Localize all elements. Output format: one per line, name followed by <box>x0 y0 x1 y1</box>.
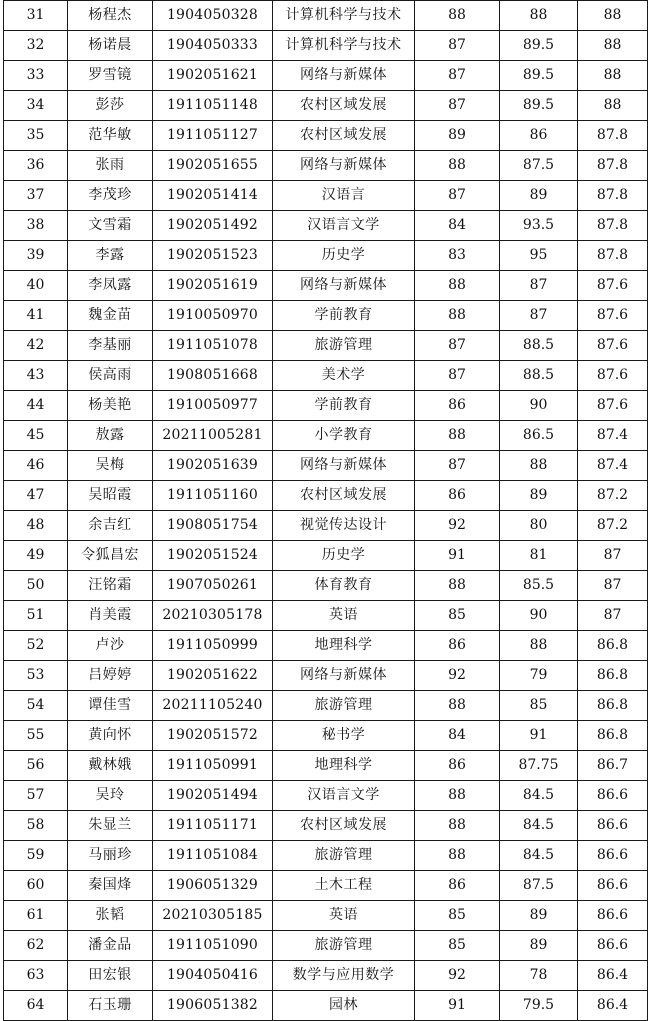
student-name-cell: 文雪霜 <box>68 211 153 241</box>
row-number-cell: 35 <box>4 121 68 151</box>
major-cell: 体育教育 <box>273 571 415 601</box>
score-2-cell: 88 <box>500 631 578 661</box>
score-1-cell: 88 <box>415 1 500 31</box>
student-id-cell: 1911051084 <box>153 841 273 871</box>
score-1-cell: 88 <box>415 151 500 181</box>
student-id-cell: 1906051382 <box>153 991 273 1021</box>
score-2-cell: 84.5 <box>500 811 578 841</box>
score-1-cell: 88 <box>415 841 500 871</box>
score-1-cell: 85 <box>415 901 500 931</box>
table-row <box>4 661 648 691</box>
student-name-cell: 汪铭霜 <box>68 571 153 601</box>
student-name-cell: 卢沙 <box>68 631 153 661</box>
row-number-cell: 38 <box>4 211 68 241</box>
score-2-cell: 95 <box>500 241 578 271</box>
row-number-cell: 55 <box>4 721 68 751</box>
row-number-cell: 63 <box>4 961 68 991</box>
major-cell: 汉语言文学 <box>273 781 415 811</box>
score-2-cell: 89 <box>500 931 578 961</box>
score-2-cell: 86.5 <box>500 421 578 451</box>
total-score-cell: 87.4 <box>578 451 648 481</box>
score-2-cell: 89 <box>500 901 578 931</box>
score-1-cell: 92 <box>415 661 500 691</box>
total-score-cell: 86.6 <box>578 901 648 931</box>
row-number-cell: 64 <box>4 991 68 1021</box>
score-1-cell: 86 <box>415 751 500 781</box>
major-cell: 美术学 <box>273 361 415 391</box>
major-cell: 园林 <box>273 991 415 1021</box>
total-score-cell: 87.8 <box>578 151 648 181</box>
student-id-cell: 1902051523 <box>153 241 273 271</box>
score-1-cell: 87 <box>415 361 500 391</box>
student-id-cell: 20210305185 <box>153 901 273 931</box>
student-id-cell: 1911050991 <box>153 751 273 781</box>
score-2-cell: 90 <box>500 601 578 631</box>
score-1-cell: 88 <box>415 421 500 451</box>
row-number-cell: 37 <box>4 181 68 211</box>
total-score-cell: 86.4 <box>578 991 648 1021</box>
student-id-cell: 1902051524 <box>153 541 273 571</box>
student-id-cell: 1908051754 <box>153 511 273 541</box>
total-score-cell: 86.6 <box>578 811 648 841</box>
table-row <box>4 721 648 751</box>
row-number-cell: 49 <box>4 541 68 571</box>
row-number-cell: 33 <box>4 61 68 91</box>
student-name-cell: 令狐昌宏 <box>68 541 153 571</box>
student-id-cell: 1902051414 <box>153 181 273 211</box>
student-name-cell: 谭佳雪 <box>68 691 153 721</box>
student-name-cell: 秦国烽 <box>68 871 153 901</box>
student-id-cell: 1904050333 <box>153 31 273 61</box>
table-row <box>4 421 648 451</box>
score-1-cell: 87 <box>415 331 500 361</box>
total-score-cell: 88 <box>578 1 648 31</box>
score-1-cell: 86 <box>415 391 500 421</box>
student-id-cell: 1906051329 <box>153 871 273 901</box>
score-2-cell: 87.5 <box>500 871 578 901</box>
total-score-cell: 87.8 <box>578 121 648 151</box>
table-row <box>4 331 648 361</box>
score-2-cell: 88 <box>500 451 578 481</box>
row-number-cell: 44 <box>4 391 68 421</box>
student-name-cell: 李凤露 <box>68 271 153 301</box>
row-number-cell: 39 <box>4 241 68 271</box>
student-name-cell: 李茂珍 <box>68 181 153 211</box>
student-name-cell: 张韬 <box>68 901 153 931</box>
total-score-cell: 87.6 <box>578 301 648 331</box>
major-cell: 旅游管理 <box>273 931 415 961</box>
student-name-cell: 戴林娥 <box>68 751 153 781</box>
major-cell: 网络与新媒体 <box>273 61 415 91</box>
row-number-cell: 48 <box>4 511 68 541</box>
score-1-cell: 87 <box>415 91 500 121</box>
table-row <box>4 751 648 781</box>
student-name-cell: 范华敏 <box>68 121 153 151</box>
row-number-cell: 53 <box>4 661 68 691</box>
student-name-cell: 马丽珍 <box>68 841 153 871</box>
row-number-cell: 51 <box>4 601 68 631</box>
table-row <box>4 811 648 841</box>
score-2-cell: 80 <box>500 511 578 541</box>
student-name-cell: 李基丽 <box>68 331 153 361</box>
score-1-cell: 87 <box>415 31 500 61</box>
major-cell: 土木工程 <box>273 871 415 901</box>
student-id-cell: 1908051668 <box>153 361 273 391</box>
student-name-cell: 杨美艳 <box>68 391 153 421</box>
score-1-cell: 87 <box>415 181 500 211</box>
table-row <box>4 1 648 31</box>
row-number-cell: 50 <box>4 571 68 601</box>
row-number-cell: 36 <box>4 151 68 181</box>
score-2-cell: 85 <box>500 691 578 721</box>
major-cell: 农村区域发展 <box>273 811 415 841</box>
student-id-cell: 1911051160 <box>153 481 273 511</box>
student-id-cell: 20210305178 <box>153 601 273 631</box>
student-name-cell: 侯高雨 <box>68 361 153 391</box>
total-score-cell: 88 <box>578 61 648 91</box>
student-id-cell: 1911050999 <box>153 631 273 661</box>
student-id-cell: 1911051078 <box>153 331 273 361</box>
score-2-cell: 79.5 <box>500 991 578 1021</box>
score-1-cell: 85 <box>415 931 500 961</box>
major-cell: 历史学 <box>273 541 415 571</box>
row-number-cell: 58 <box>4 811 68 841</box>
major-cell: 网络与新媒体 <box>273 661 415 691</box>
score-2-cell: 78 <box>500 961 578 991</box>
score-1-cell: 89 <box>415 121 500 151</box>
student-name-cell: 吕婷婷 <box>68 661 153 691</box>
total-score-cell: 87.6 <box>578 361 648 391</box>
student-name-cell: 余吉红 <box>68 511 153 541</box>
total-score-cell: 87.6 <box>578 331 648 361</box>
total-score-cell: 87.8 <box>578 181 648 211</box>
major-cell: 旅游管理 <box>273 331 415 361</box>
table-row <box>4 901 648 931</box>
student-name-cell: 田宏银 <box>68 961 153 991</box>
score-2-cell: 87 <box>500 301 578 331</box>
total-score-cell: 86.8 <box>578 691 648 721</box>
score-2-cell: 84.5 <box>500 781 578 811</box>
table-row <box>4 301 648 331</box>
row-number-cell: 40 <box>4 271 68 301</box>
student-name-cell: 吴玲 <box>68 781 153 811</box>
total-score-cell: 86.8 <box>578 721 648 751</box>
major-cell: 农村区域发展 <box>273 121 415 151</box>
table-row <box>4 361 648 391</box>
score-2-cell: 89 <box>500 181 578 211</box>
major-cell: 农村区域发展 <box>273 481 415 511</box>
score-1-cell: 84 <box>415 721 500 751</box>
score-1-cell: 88 <box>415 571 500 601</box>
score-2-cell: 79 <box>500 661 578 691</box>
major-cell: 历史学 <box>273 241 415 271</box>
major-cell: 计算机科学与技术 <box>273 1 415 31</box>
total-score-cell: 87 <box>578 571 648 601</box>
major-cell: 网络与新媒体 <box>273 451 415 481</box>
score-2-cell: 88.5 <box>500 361 578 391</box>
student-id-cell: 1902051622 <box>153 661 273 691</box>
total-score-cell: 87.8 <box>578 241 648 271</box>
score-1-cell: 88 <box>415 271 500 301</box>
student-name-cell: 肖美霞 <box>68 601 153 631</box>
row-number-cell: 59 <box>4 841 68 871</box>
student-name-cell: 石玉珊 <box>68 991 153 1021</box>
table-row <box>4 91 648 121</box>
score-1-cell: 92 <box>415 961 500 991</box>
row-number-cell: 45 <box>4 421 68 451</box>
total-score-cell: 87.2 <box>578 511 648 541</box>
table-row <box>4 631 648 661</box>
student-id-cell: 1902051494 <box>153 781 273 811</box>
table-row <box>4 481 648 511</box>
table-row <box>4 571 648 601</box>
score-2-cell: 85.5 <box>500 571 578 601</box>
table-row <box>4 991 648 1021</box>
row-number-cell: 56 <box>4 751 68 781</box>
table-row <box>4 61 648 91</box>
student-name-cell: 杨诺晨 <box>68 31 153 61</box>
score-2-cell: 89.5 <box>500 61 578 91</box>
total-score-cell: 86.7 <box>578 751 648 781</box>
score-1-cell: 86 <box>415 631 500 661</box>
student-id-cell: 1911051127 <box>153 121 273 151</box>
row-number-cell: 57 <box>4 781 68 811</box>
table-row <box>4 601 648 631</box>
score-table-body <box>4 1 648 1021</box>
table-row <box>4 31 648 61</box>
student-name-cell: 黄向怀 <box>68 721 153 751</box>
student-name-cell: 杨程杰 <box>68 1 153 31</box>
student-name-cell: 吴昭霞 <box>68 481 153 511</box>
table-row <box>4 451 648 481</box>
student-name-cell: 彭莎 <box>68 91 153 121</box>
row-number-cell: 41 <box>4 301 68 331</box>
table-row <box>4 511 648 541</box>
table-row <box>4 931 648 961</box>
student-name-cell: 敖露 <box>68 421 153 451</box>
major-cell: 旅游管理 <box>273 691 415 721</box>
total-score-cell: 87.6 <box>578 271 648 301</box>
total-score-cell: 87 <box>578 541 648 571</box>
score-table <box>3 0 648 1021</box>
score-2-cell: 88 <box>500 1 578 31</box>
row-number-cell: 32 <box>4 31 68 61</box>
total-score-cell: 87.6 <box>578 391 648 421</box>
score-1-cell: 91 <box>415 541 500 571</box>
row-number-cell: 54 <box>4 691 68 721</box>
total-score-cell: 86.6 <box>578 931 648 961</box>
row-number-cell: 52 <box>4 631 68 661</box>
major-cell: 地理科学 <box>273 751 415 781</box>
student-id-cell: 20211105240 <box>153 691 273 721</box>
student-id-cell: 20211005281 <box>153 421 273 451</box>
row-number-cell: 62 <box>4 931 68 961</box>
total-score-cell: 88 <box>578 31 648 61</box>
score-1-cell: 88 <box>415 691 500 721</box>
student-name-cell: 张雨 <box>68 151 153 181</box>
score-2-cell: 89 <box>500 481 578 511</box>
major-cell: 汉语言 <box>273 181 415 211</box>
table-row <box>4 181 648 211</box>
student-name-cell: 朱显兰 <box>68 811 153 841</box>
student-id-cell: 1904050328 <box>153 1 273 31</box>
major-cell: 地理科学 <box>273 631 415 661</box>
table-row <box>4 151 648 181</box>
table-row <box>4 391 648 421</box>
student-id-cell: 1911051090 <box>153 931 273 961</box>
score-1-cell: 92 <box>415 511 500 541</box>
table-row <box>4 541 648 571</box>
table-row <box>4 241 648 271</box>
score-2-cell: 86 <box>500 121 578 151</box>
row-number-cell: 46 <box>4 451 68 481</box>
table-row <box>4 871 648 901</box>
table-row <box>4 841 648 871</box>
student-name-cell: 李露 <box>68 241 153 271</box>
student-id-cell: 1904050416 <box>153 961 273 991</box>
student-name-cell: 吴梅 <box>68 451 153 481</box>
total-score-cell: 87.4 <box>578 421 648 451</box>
score-2-cell: 90 <box>500 391 578 421</box>
score-2-cell: 81 <box>500 541 578 571</box>
major-cell: 数学与应用数学 <box>273 961 415 991</box>
student-id-cell: 1902051572 <box>153 721 273 751</box>
major-cell: 视觉传达设计 <box>273 511 415 541</box>
table-row <box>4 121 648 151</box>
score-1-cell: 86 <box>415 871 500 901</box>
row-number-cell: 43 <box>4 361 68 391</box>
score-1-cell: 88 <box>415 781 500 811</box>
student-id-cell: 1910050977 <box>153 391 273 421</box>
student-id-cell: 1902051492 <box>153 211 273 241</box>
score-1-cell: 83 <box>415 241 500 271</box>
score-2-cell: 88.5 <box>500 331 578 361</box>
major-cell: 英语 <box>273 601 415 631</box>
score-1-cell: 85 <box>415 601 500 631</box>
table-row <box>4 211 648 241</box>
total-score-cell: 87.8 <box>578 211 648 241</box>
row-number-cell: 31 <box>4 1 68 31</box>
student-id-cell: 1911051148 <box>153 91 273 121</box>
score-1-cell: 87 <box>415 61 500 91</box>
score-2-cell: 87.5 <box>500 151 578 181</box>
score-1-cell: 88 <box>415 301 500 331</box>
major-cell: 农村区域发展 <box>273 91 415 121</box>
total-score-cell: 86.4 <box>578 961 648 991</box>
major-cell: 英语 <box>273 901 415 931</box>
major-cell: 网络与新媒体 <box>273 151 415 181</box>
major-cell: 计算机科学与技术 <box>273 31 415 61</box>
student-id-cell: 1902051619 <box>153 271 273 301</box>
table-row <box>4 271 648 301</box>
table-row <box>4 781 648 811</box>
score-2-cell: 93.5 <box>500 211 578 241</box>
major-cell: 学前教育 <box>273 391 415 421</box>
score-2-cell: 89.5 <box>500 91 578 121</box>
major-cell: 秘书学 <box>273 721 415 751</box>
row-number-cell: 60 <box>4 871 68 901</box>
major-cell: 汉语言文学 <box>273 211 415 241</box>
student-id-cell: 1910050970 <box>153 301 273 331</box>
total-score-cell: 87 <box>578 601 648 631</box>
major-cell: 学前教育 <box>273 301 415 331</box>
student-name-cell: 魏金苗 <box>68 301 153 331</box>
score-2-cell: 91 <box>500 721 578 751</box>
row-number-cell: 61 <box>4 901 68 931</box>
row-number-cell: 34 <box>4 91 68 121</box>
student-name-cell: 潘金品 <box>68 931 153 961</box>
total-score-cell: 86.8 <box>578 661 648 691</box>
row-number-cell: 42 <box>4 331 68 361</box>
total-score-cell: 87.2 <box>578 481 648 511</box>
table-row <box>4 691 648 721</box>
student-id-cell: 1902051655 <box>153 151 273 181</box>
student-id-cell: 1911051171 <box>153 811 273 841</box>
score-2-cell: 89.5 <box>500 31 578 61</box>
total-score-cell: 88 <box>578 91 648 121</box>
score-1-cell: 86 <box>415 481 500 511</box>
major-cell: 网络与新媒体 <box>273 271 415 301</box>
total-score-cell: 86.8 <box>578 631 648 661</box>
table-row <box>4 961 648 991</box>
student-id-cell: 1902051639 <box>153 451 273 481</box>
score-2-cell: 87.75 <box>500 751 578 781</box>
score-1-cell: 88 <box>415 811 500 841</box>
total-score-cell: 86.6 <box>578 871 648 901</box>
score-1-cell: 84 <box>415 211 500 241</box>
major-cell: 小学教育 <box>273 421 415 451</box>
total-score-cell: 86.6 <box>578 841 648 871</box>
score-2-cell: 87 <box>500 271 578 301</box>
row-number-cell: 47 <box>4 481 68 511</box>
score-1-cell: 87 <box>415 451 500 481</box>
major-cell: 旅游管理 <box>273 841 415 871</box>
student-name-cell: 罗雪镜 <box>68 61 153 91</box>
total-score-cell: 86.6 <box>578 781 648 811</box>
student-id-cell: 1907050261 <box>153 571 273 601</box>
student-id-cell: 1902051621 <box>153 61 273 91</box>
score-1-cell: 91 <box>415 991 500 1021</box>
score-2-cell: 84.5 <box>500 841 578 871</box>
